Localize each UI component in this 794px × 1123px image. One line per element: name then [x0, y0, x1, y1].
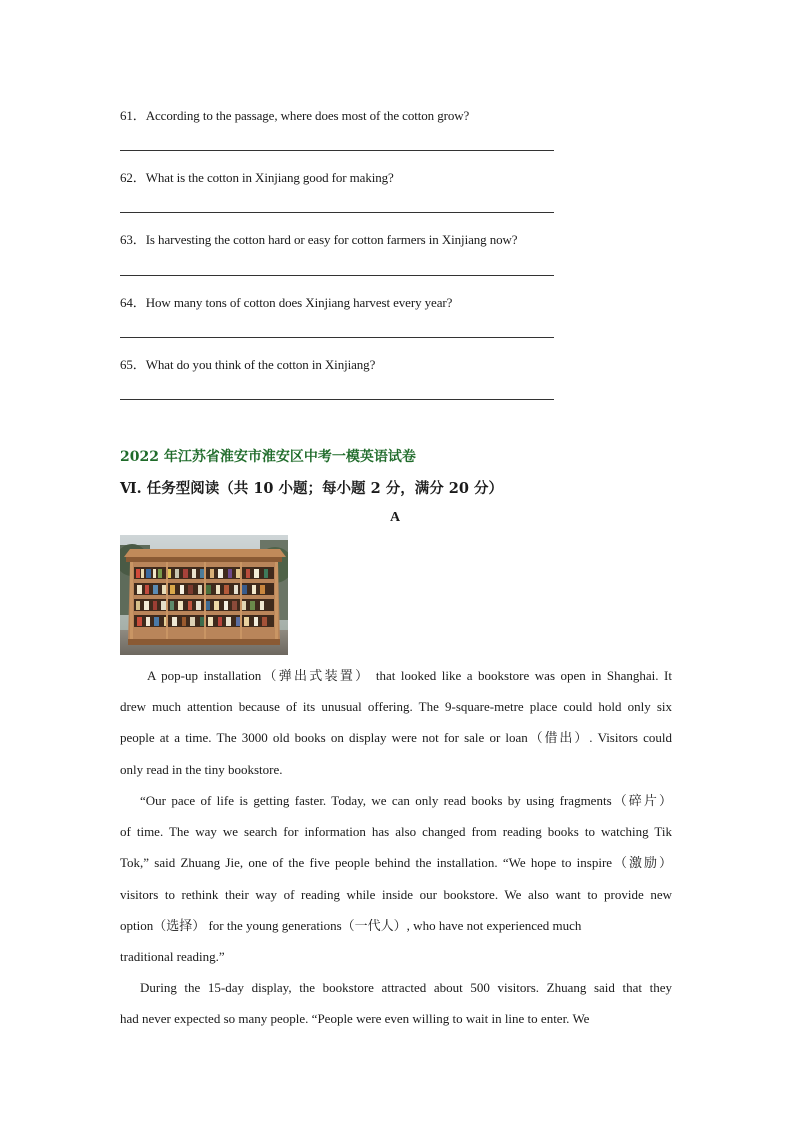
bookstore-photo — [120, 535, 288, 655]
paragraph-line: A pop-up installation（弹出式装置） that looked like a bookstore was open in Shanghai. It — [147, 668, 672, 683]
answer-line-61[interactable] — [120, 150, 554, 151]
paragraph-line: traditional reading.” — [120, 949, 225, 965]
paragraph-line: drew much attention because of its unusual offering. The 9-square-metre place could hold only six — [120, 699, 672, 715]
passage-paragraph-3 — [120, 972, 672, 1034]
answer-line-62[interactable] — [120, 212, 554, 213]
paragraph-line: option（选择） for the young generations（一代人）, who have not experienced much — [120, 917, 582, 933]
paragraph-line: people at a time. The 3000 old books on display were not for sale or loan（借出）. Visitors could — [120, 730, 672, 746]
question-64: 64．How many tons of cotton does Xinjiang harvest every year? — [120, 295, 453, 310]
question-62: 62．What is the cotton in Xinjiang good for making? — [120, 170, 394, 185]
part-label: A — [390, 510, 401, 525]
paragraph-line: “Our pace of life is getting faster. Today, we can only read books by using fragments（碎片） — [140, 793, 672, 808]
answer-line-64[interactable] — [120, 337, 554, 338]
paragraph-line: Tok,” said Zhuang Jie, one of the five people behind the installation. “We hope to inspire（激励） — [120, 855, 672, 871]
paragraph-line: had never expected so many people. “People were even willing to wait in line to enter. We — [120, 1011, 590, 1027]
paragraph-line: only read in the tiny bookstore. — [120, 761, 283, 777]
section-title: Ⅵ. 任务型阅读（共 10 小题；每小题 2 分，满分 20 分） — [120, 480, 504, 497]
paragraph-line: During the 15-day display, the bookstore attracted about 500 visitors. Zhuang said that they — [140, 980, 672, 995]
passage-paragraph-1 — [120, 660, 672, 785]
passage-paragraph-2 — [120, 785, 672, 972]
answer-line-63[interactable] — [120, 275, 554, 276]
exam-title: 2022 年江苏省淮安市淮安区中考一模英语试卷 — [120, 449, 416, 465]
answer-line-65[interactable] — [120, 399, 554, 400]
question-65: 65．What do you think of the cotton in Xinjiang? — [120, 357, 376, 372]
question-63: 63．Is harvesting the cotton hard or easy for cotton farmers in Xinjiang now? — [120, 232, 518, 247]
paragraph-line: of time. The way we search for information has also changed from reading books to watching Tik — [120, 824, 672, 840]
question-61: 61．According to the passage, where does most of the cotton grow? — [120, 108, 470, 123]
paragraph-line: visitors to rethink their way of reading while inside our bookstore. We also want to provide new — [120, 886, 672, 902]
